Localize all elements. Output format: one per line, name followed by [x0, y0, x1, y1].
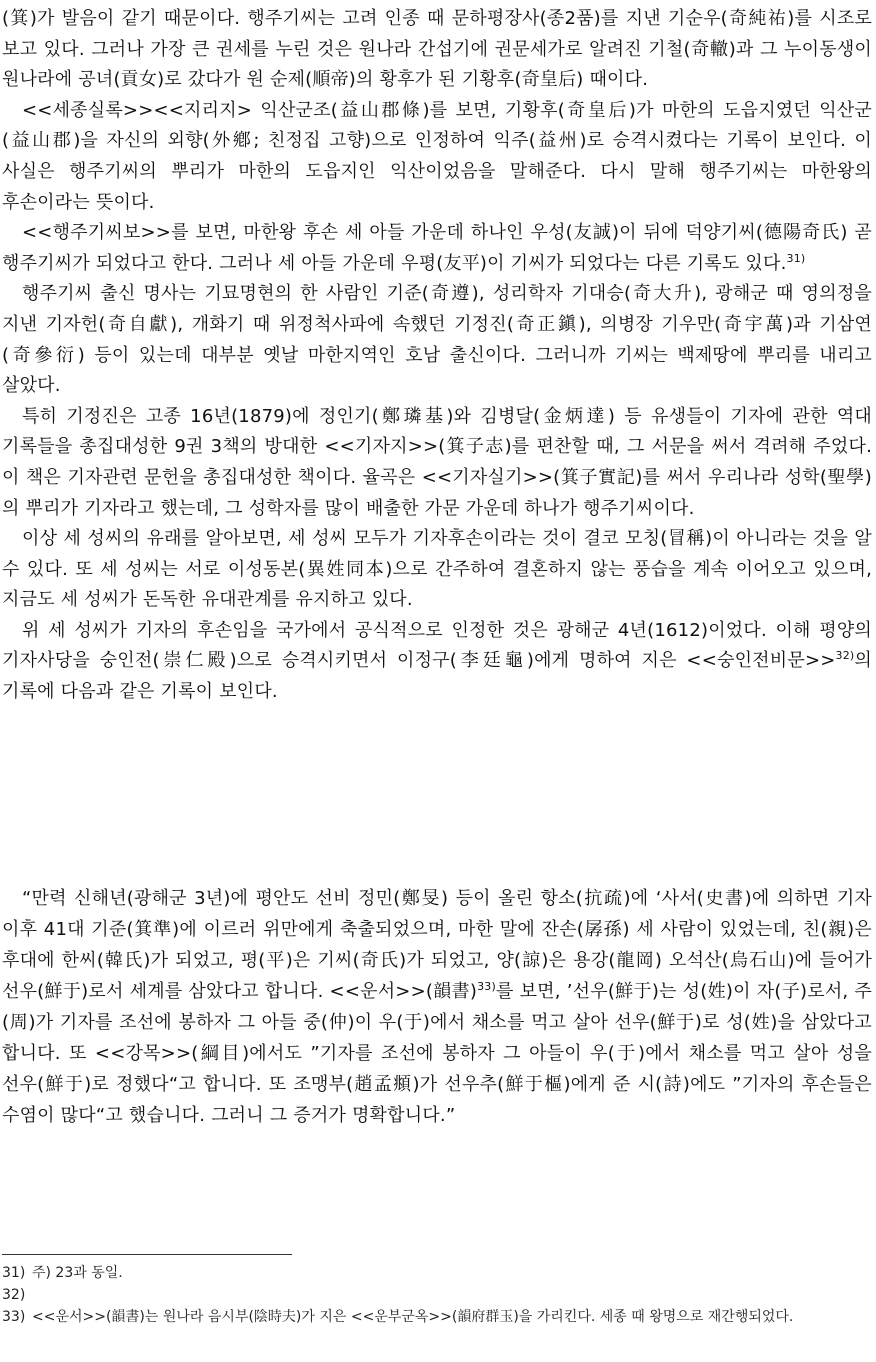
- footnote-divider: [2, 1254, 292, 1255]
- paragraph-5: [2, 402, 872, 524]
- paragraph-1: [2, 4, 872, 96]
- footnote-33: [2, 1306, 872, 1328]
- footnote-text: 주) 23과 동일.: [32, 1265, 123, 1281]
- footnote-ref-31: 31): [786, 251, 806, 265]
- paragraph-text: <<세종실록>><<지리지> 익산군조(益山郡條)를 보면, 기황후(奇皇后)가 마한의 도읍지였던 익산군(益山郡)을 자신의 외향(外鄕; 친정집 고향)으로 인정하여 익주(益州)로 승격시켰다는 기록이 보인다. 이 사실은 행주기씨의 뿌리가 마한의 도읍지인 익산이었음을 말해준다. 다시 말해 행주기씨는 마한왕의 후손이라는 뜻이다.: [2, 99, 872, 213]
- paragraph-6: [2, 524, 872, 616]
- footnote-32: [2, 1284, 872, 1306]
- footnote-text: <<운서>>(韻書)는 원나라 음시부(陰時夫)가 지은 <<운부군옥>>(韻府群玉)을 가리킨다. 세종 때 왕명으로 재간행되었다.: [32, 1309, 794, 1325]
- footnote-number: 31): [2, 1265, 26, 1281]
- paragraph-4: [2, 279, 872, 401]
- quotation-block: [2, 883, 872, 1131]
- footnote-text: [32, 1284, 872, 1306]
- paragraph-text-continued: 의 기록에 다음과 같은 기록이 보인다.: [2, 650, 872, 703]
- paragraph-text: 특히 기정진은 고종 16년(1879)에 정인기(鄭璘基)와 김병달(金炳達) 등 유생들이 기자에 관한 역대 기록들을 총집대성한 9권 3책의 방대한 <<기자지>>(箕子志)를 편찬할 때, 그 서문을 써서 격려해 주었다. 이 책은 기자관련 문헌을 총집대성한 책이다. 율곡은 <<기자실기>>(箕子實記)를 써서 우리나라 성학(聖學)의 뿌리가 기자라고 했는데, 그 성학자를 많이 배출한 가문 가운데 하나가 행주기씨이다.: [2, 405, 872, 519]
- paragraph-text: (箕)가 발음이 같기 때문이다. 행주기씨는 고려 인종 때 문하평장사(종2품)를 지낸 기순우(奇純祐)를 시조로 보고 있다. 그러나 가장 큰 권세를 누린 것은 원나라 간섭기에 권문세가로 알려진 기철(奇轍)과 그 누이동생이 원나라에 공녀(貢女)로 갔다가 원 순제(順帝)의 황후가 된 기황후(奇皇后) 때이다.: [2, 8, 872, 91]
- footnote-ref-32: 32): [835, 649, 855, 663]
- quotation-text-continued: 를 보면, ’선우(鮮于)는 성(姓)이 자(子)로서, 주(周)가 기자를 조선에 봉하자 그 아들 중(仲)이 우(于)에서 채소를 먹고 살아 선우(鮮于)로 성(姓)을 삼았다고 합니다. 또 <<강목>>(綱目)에서도 ”기자를 조선에 봉하자 그 아들이 우(于)에서 채소를 먹고 살아 성을 선우(鮮于)로 정했다“고 합니다. 또 조맹부(趙孟頫)가 선우추(鮮于樞)에게 준 시(詩)에도 ”기자의 후손들은 수염이 많다“고 했습니다. 그러니 그 증거가 명확합니다.”: [2, 981, 872, 1126]
- paragraph-text: 행주기씨 출신 명사는 기묘명현의 한 사람인 기준(奇遵), 성리학자 기대승(奇大升), 광해군 때 영의정을 지낸 기자헌(奇自獻), 개화기 때 위정척사파에 속했던 기정진(奇正鎭), 의병장 기우만(奇宇萬)과 기삼연(奇參衍) 등이 있는데 대부분 옛날 마한지역인 호남 출신이다. 그러니까 기씨는 백제땅에 뿌리를 내리고 살았다.: [2, 283, 872, 397]
- footnotes: [2, 1262, 872, 1328]
- paragraph-2: [2, 96, 872, 218]
- paragraph-text: <<행주기씨보>>를 보면, 마한왕 후손 세 아들 가운데 하나인 우성(友誠)이 뒤에 덕양기씨(德陽奇氏) 곧 행주기씨가 되었다고 한다. 그러나 세 아들 가운데 우평(友平)이 기씨가 되었다는 다른 기록도 있다.: [2, 222, 872, 274]
- quotation-text: “만력 신해년(광해군 3년)에 평안도 선비 정민(鄭旻) 등이 올린 항소(抗疏)에 ‘사서(史書)에 의하면 기자 이후 41대 기준(箕準)에 이르러 위만에게 축출되었으며, 마한 말에 잔손(孱孫) 세 사람이 있었는데, 친(親)은 후대에 한씨(韓氏)가 되었고, 평(平)은 기씨(奇氏)가 되었고, 양(諒)은 용강(龍岡) 오석산(烏石山)에 들어가 선우(鮮于)로서 세계를 삼았다고 합니다. <<운서>>(韻書): [2, 888, 872, 1002]
- footnote-31: [2, 1262, 872, 1284]
- paragraph-text: 이상 세 성씨의 유래를 알아보면, 세 성씨 모두가 기자후손이라는 것이 결코 모칭(冒稱)이 아니라는 것을 알 수 있다. 또 세 성씨는 서로 이성동본(異姓同本)으로 간주하여 결혼하지 않는 풍습을 계속 이어오고 있으며, 지금도 세 성씨가 돈독한 유대관계를 유지하고 있다.: [2, 528, 872, 611]
- paragraph-text: 위 세 성씨가 기자의 후손임을 국가에서 공식적으로 인정한 것은 광해군 4년(1612)이었다. 이해 평양의 기자사당을 숭인전(崇仁殿)으로 승격시키면서 이정구(李廷龜)에게 명하여 지은 <<숭인전비문>>: [2, 619, 872, 672]
- footnote-number: 33): [2, 1309, 26, 1325]
- footnote-ref-33: 33): [477, 980, 496, 993]
- paragraph-3: [2, 218, 872, 279]
- footnote-number: 32): [2, 1287, 26, 1303]
- paragraph-7: [2, 616, 872, 708]
- body-text: [2, 4, 872, 708]
